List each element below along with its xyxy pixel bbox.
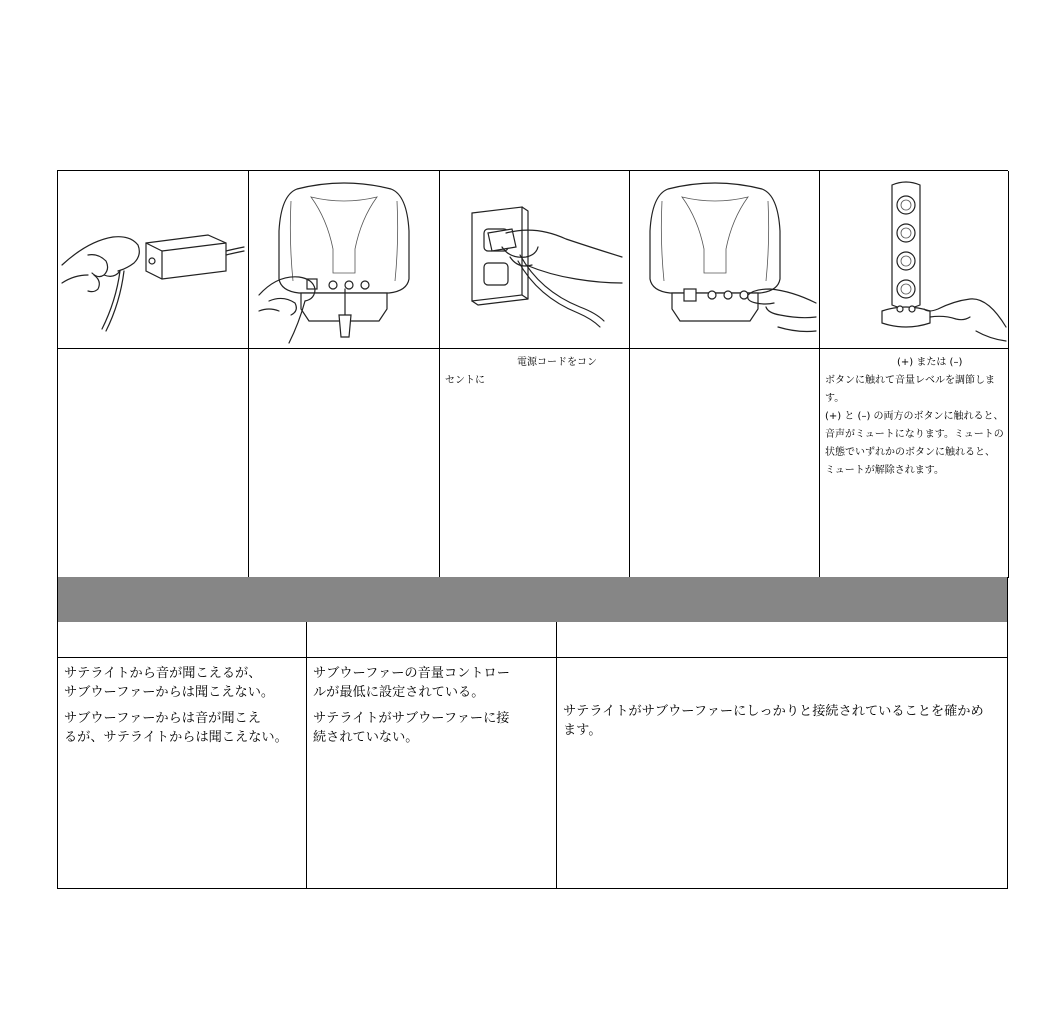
step-5 xyxy=(820,171,1009,578)
cause-1: サブウーファーの音量コントロー ルが最低に設定されている。 xyxy=(313,666,510,700)
symptom-2: サブウーファーからは音が聞こえ るが、サテライトからは聞こえない。 xyxy=(64,711,288,745)
troubleshooting-table xyxy=(57,622,1008,889)
symptom-1: サテライトから音が聞こえるが、 サブウーファーからは聞こえない。 xyxy=(64,666,275,700)
solution-text: サテライトがサブウーファーにしっかりと接続されていることを確かめ ます。 xyxy=(563,704,984,738)
power-adapter-illustration xyxy=(58,171,248,349)
wall-outlet-illustration xyxy=(440,171,629,349)
step-1 xyxy=(58,171,249,578)
symptom-column xyxy=(58,622,307,888)
step-3-text xyxy=(445,354,626,390)
speaker-touch-button-illustration xyxy=(630,171,819,349)
cause-column xyxy=(307,622,557,888)
step-2 xyxy=(249,171,440,578)
step-3-text-line-2: セントに xyxy=(445,375,485,386)
volume-buttons-line: (+) または (–) xyxy=(897,357,963,368)
solution-column xyxy=(557,622,1007,888)
unmute-line-1: 状態でいずれかのボタンに触れると、 xyxy=(825,447,995,458)
mute-line-1: (+) と (–) の両方のボタンに触れると、 xyxy=(825,411,1004,422)
unmute-line-2: ミュートが解除されます。 xyxy=(825,465,944,476)
step-4 xyxy=(630,171,820,578)
troubleshooting-band xyxy=(57,577,1008,622)
step-3-text-line-1: 電源コードをコン xyxy=(517,357,597,368)
symptom-header xyxy=(58,622,306,658)
cause-header xyxy=(307,622,556,658)
setup-steps-table xyxy=(57,170,1008,577)
speaker-rear-connection-illustration xyxy=(249,171,439,349)
step-3 xyxy=(440,171,630,578)
adjust-volume-line: ボタンに触れて音量レベルを調節します。 xyxy=(825,375,995,404)
step-5-text xyxy=(825,354,1005,480)
cause-2: サテライトがサブウーファーに接 続されていない。 xyxy=(313,711,510,745)
satellite-volume-touch-illustration xyxy=(820,171,1008,349)
mute-line-2: 音声がミュートになります。ミュートの xyxy=(825,429,1004,440)
solution-header xyxy=(557,622,1007,658)
